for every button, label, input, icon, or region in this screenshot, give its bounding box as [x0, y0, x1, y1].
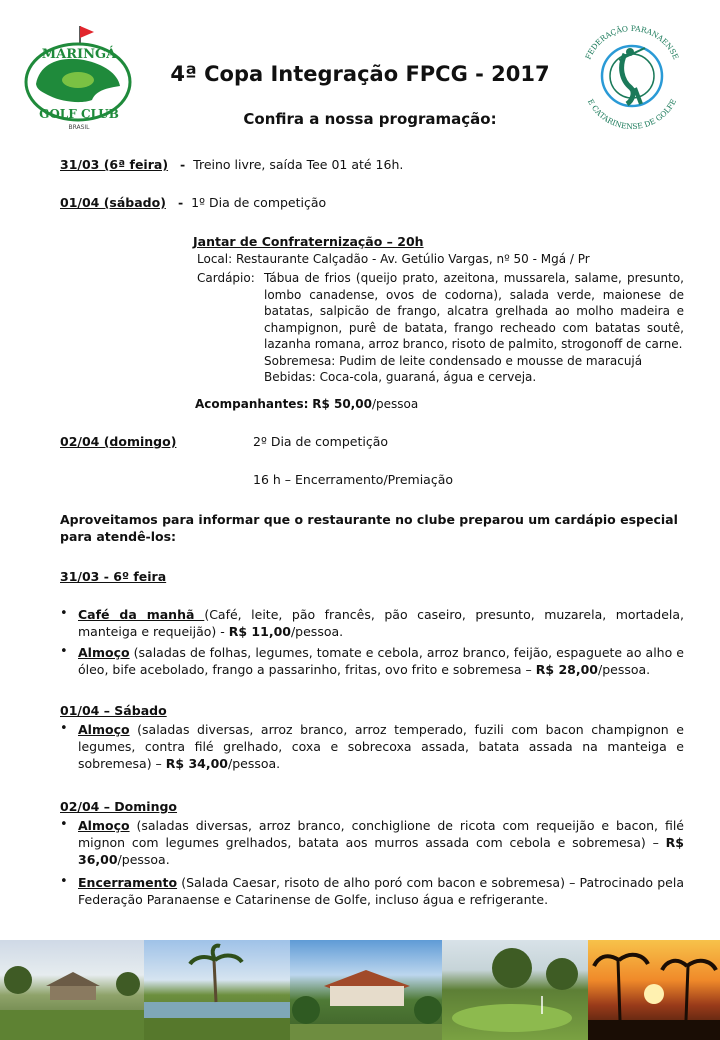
logo-top-text: MARINGÁ [41, 47, 117, 62]
dinner-companions [195, 396, 418, 413]
sunset-palms-lake-photo [588, 940, 720, 1040]
menu-line: batatas, salpicão de frango, alcatra grelhada ao molho madeira e [264, 304, 684, 318]
schedule-day3-text1: 2º Dia de competição [253, 434, 389, 449]
schedule-day3-date: 02/04 (domingo) [60, 434, 177, 449]
day3-heading: 02/04 – Domingo [60, 799, 178, 814]
bullet: • [60, 721, 68, 736]
golf-course-clubhouse-photo [0, 940, 144, 1040]
dash: - [180, 157, 186, 172]
item-suffix: /pessoa. [290, 624, 344, 639]
logo-text-top: FEDERAÇÃO PARANAENSE [583, 23, 681, 61]
item-price: R$ 36,00 [78, 835, 684, 867]
bullet: • [60, 874, 68, 889]
logo-text-bottom: E CATARINENSE DE GOLFE [585, 97, 679, 132]
companions-suffix: /pessoa [371, 397, 419, 411]
menu-line: champignon, purê de batata, frango recheado com batatas soutê, [264, 320, 684, 335]
item-suffix: /pessoa. [598, 662, 651, 677]
item-suffix: /pessoa. [117, 852, 170, 867]
bullet: • [60, 606, 68, 621]
clubhouse-aerial-photo [290, 940, 442, 1040]
schedule-day3-text2: 16 h – Encerramento/Premiação [253, 472, 454, 487]
day1-heading: 31/03 - 6º feira [60, 569, 167, 584]
logo-bottom-text: BRASIL [68, 124, 90, 131]
day3-almoco [78, 817, 684, 868]
day3-encerramento [78, 874, 684, 908]
golf-course-palm-lake-photo [144, 940, 290, 1040]
item-price: R$ 28,00 [535, 662, 598, 677]
dinner-menu [264, 270, 684, 386]
item-suffix: /pessoa. [227, 756, 281, 771]
item-text: (Salada Caesar, risoto de alho poró com bacon e sobremesa) – Patrocinado pela Federação Paranaense e Catarinense de Golfe, incluso água e refrigerante. [78, 875, 684, 907]
schedule-day2 [60, 194, 166, 211]
schedule-date: 31/03 (6ª feira) [60, 157, 169, 172]
dinner-local: Local: Restaurante Calçadão - Av. Getúlio Vargas, nº 50 - Mgá / Pr [197, 252, 590, 266]
schedule-date: 01/04 (sábado) [60, 195, 166, 210]
item-text: (saladas de folhas, legumes, tomate e cebola, arroz branco, feijão, espaguete ao alho e óleo, bife acebolado, frango a passarinho, fritas, ovo frito e sobremesa – [78, 645, 684, 677]
item-label: Almoço [78, 722, 130, 737]
page-title: 4ª Copa Integração FPCG - 2017 [170, 62, 550, 86]
item-price: R$ 11,00 [228, 624, 291, 639]
schedule-day2-desc [178, 194, 326, 211]
item-text: (Café, leite, pão francês, pão caseiro, presunto, muzarela, mortadela, manteiga e requeijão) - [78, 607, 684, 639]
logo-mid-text: GOLF CLUB [39, 107, 119, 121]
item-text: (saladas diversas, arroz branco, conchiglione de ricota com requeijão e bacon, filé mignon com legumes grelhados, batata aos murros assada com cebola e sobremesa) – [78, 818, 684, 850]
item-label: Café da manhã [78, 607, 205, 622]
schedule-text: 1º Dia de competição [191, 195, 327, 210]
dinner-menu-label: Cardápio: [197, 271, 255, 285]
restaurant-intro: Aproveitamos para informar que o restaurante no clube preparou um cardápio especial para atendê-los: [60, 512, 678, 544]
day1-cafe [78, 606, 684, 640]
menu-line: Bebidas: Coca-cola, guaraná, água e cerveja. [264, 370, 537, 384]
menu-line: Tábua de frios (queijo prato, azeitona, mussarela, salame, presunto, [264, 271, 684, 285]
dinner-title: Jantar de Confraternização – 20h [193, 234, 424, 249]
flag-icon [80, 26, 94, 38]
schedule-text: Treino livre, saída Tee 01 até 16h. [193, 157, 404, 172]
menu-line: Sobremesa: Pudim de leite condensado e mousse de maracujá [264, 353, 643, 368]
item-label: Encerramento [78, 875, 178, 890]
schedule-day1-desc [180, 156, 403, 173]
companions-label: Acompanhantes: [195, 397, 309, 411]
dash: - [178, 195, 184, 210]
day2-heading: 01/04 – Sábado [60, 703, 167, 718]
companions-price: R$ 50,00 [312, 397, 372, 411]
menu-line: lazanha romana, arroz branco, risoto de palmito, strogonoff de carne. [264, 337, 683, 351]
menu-line: lombo canadense, ovos de codorna), salada verde, maionese de [264, 287, 684, 302]
item-text: (saladas diversas, arroz branco, arroz temperado, fuzili com bacon champignon e legumes, contra filé grelhado, coxa e sobrecoxa assada, batata assada na manteiga e sobremesa) – [78, 722, 684, 771]
golf-green-fairway-photo [442, 940, 588, 1040]
bullet: • [60, 644, 68, 659]
item-price: R$ 34,00 [165, 756, 228, 771]
day1-almoco [78, 644, 684, 678]
bullet: • [60, 817, 68, 832]
day2-almoco [78, 721, 684, 772]
schedule-day1 [60, 156, 168, 173]
page-subtitle: Confira a nossa programação: [243, 110, 497, 128]
item-label: Almoço [78, 818, 130, 833]
item-label: Almoço [78, 645, 130, 660]
